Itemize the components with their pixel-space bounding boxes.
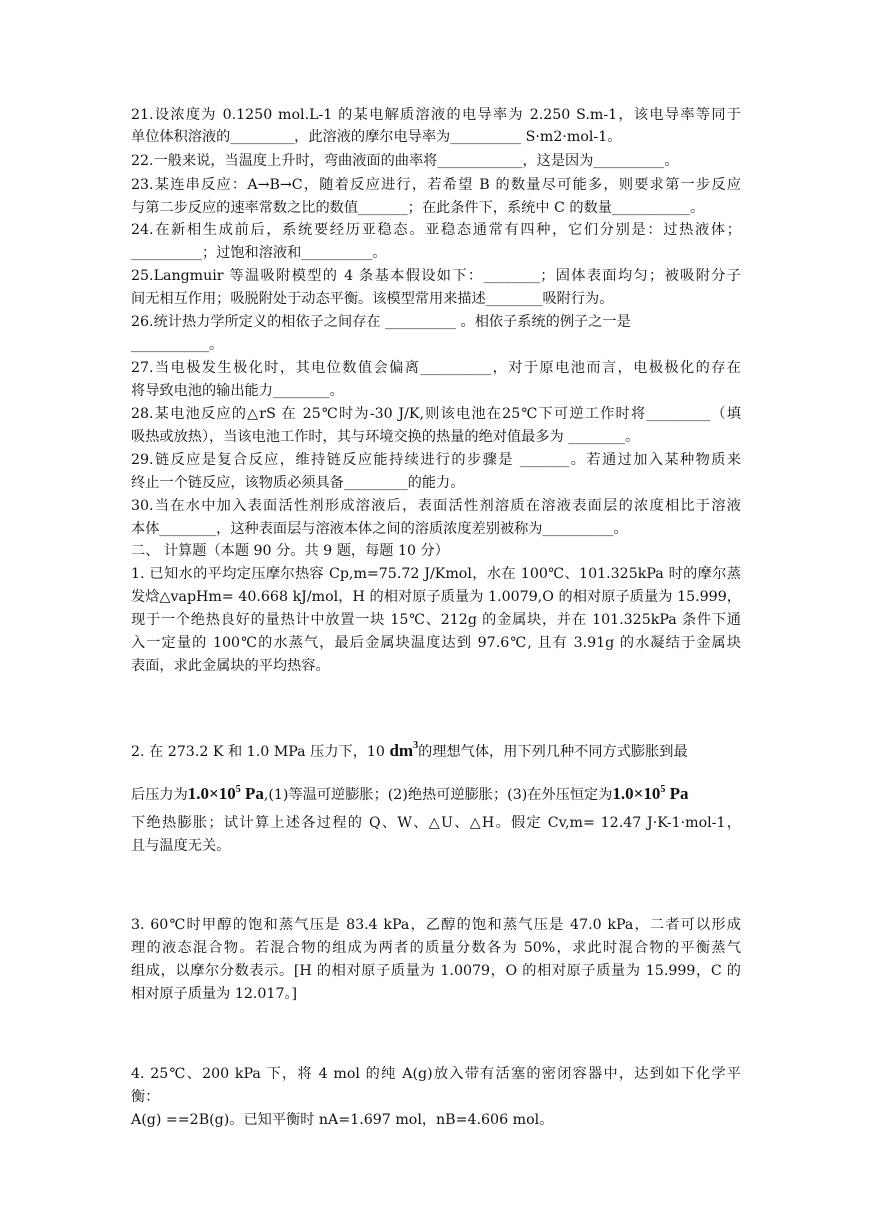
q26-line-2: ___________。 <box>131 337 224 353</box>
pressure-unit: Pa <box>240 784 264 803</box>
q25-line-2: 间无相互作用；吸脱附处于动态平衡。该模型常用来描述________吸附行为。 <box>131 291 614 307</box>
pressure-mantissa: 1.0×10 <box>612 784 661 803</box>
calc3-line-1: 3. 60℃时甲醇的饱和蒸气压是 83.4 kPa，乙醇的饱和蒸气压是 47.0 kPa，二者可以形成 <box>131 917 741 933</box>
dm3-unit <box>389 741 418 760</box>
calc2-line-2 <box>131 779 741 801</box>
q29-line-1: 29.链反应是复合反应，维持链反应能持续进行的步骤是 _______。若通过加入某种物质来 <box>131 452 741 468</box>
pressure-unit: Pa <box>665 784 689 803</box>
calc1-line-5: 表面，求此金属块的平均热容。 <box>131 658 330 674</box>
q28-line-1: 28.某电池反应的△rS 在 25℃时为-30 J/K,则该电池在25℃下可逆工作时将_________（填 <box>131 406 741 422</box>
external-pressure-value <box>612 784 688 803</box>
pressure-exponent: 5 <box>235 784 241 795</box>
q23-line-2: 与第二步反应的速率常数之比的数值_______；在此条件下，系统中 C 的数量___________。 <box>131 200 705 216</box>
calc1-line-1: 1. 已知水的平均定压摩尔热容 Cp,m=75.72 J/Kmol，水在 100℃、101.325kPa 时的摩尔蒸 <box>131 566 741 582</box>
pressure-mantissa: 1.0×10 <box>187 784 236 803</box>
calc4-line-2: 衡： <box>131 1089 160 1105</box>
pressure-exponent: 5 <box>660 784 666 795</box>
calc1-line-3: 现于一个绝热良好的量热计中放置一块 15℃、212g 的金属块，并在 101.325kPa 条件下通 <box>131 612 741 628</box>
q28-line-2: 吸热或放热），当该电池工作时，其与环境交换的热量的绝对值最多为 ________。 <box>131 429 640 445</box>
q23-line-1: 23.某连串反应：A→B→C，随着反应进行，若希望 B 的数量尽可能多，则要求第一步反应 <box>131 177 741 193</box>
calc1-line-2: 发焓△vapHm= 40.668 kJ/mol，H 的相对原子质量为 1.0079,O 的相对原子质量为 15.999， <box>131 589 741 605</box>
calc3-line-3: 组成，以摩尔分数表示。[H 的相对原子质量为 1.0079，O 的相对原子质量为 15.999，C 的 <box>131 963 741 979</box>
calc2-line-2-text-b: ,(1)等温可逆膨胀；(2)绝热可逆膨胀；(3)在外压恒定为 <box>263 787 613 803</box>
calc2-line-2-text-a: 后压力为 <box>131 787 188 803</box>
q24-line-1: 24.在新相生成前后，系统要经历亚稳态。亚稳态通常有四种，它们分别是：过热液体； <box>131 222 741 238</box>
calc2-line-1-text-a: 2. 在 273.2 K 和 1.0 MPa 压力下，10 <box>131 744 390 760</box>
q30-line-2: 本体________，这种表面层与溶液本体之间的溶质浓度差别被称为__________。 <box>131 521 628 537</box>
q22-line-1: 22.一般来说，当温度上升时，弯曲液面的曲率将____________，这是因为__________。 <box>131 153 679 169</box>
q30-line-1: 30.当在水中加入表面活性剂形成溶液后，表面活性剂溶质在溶液表面层的浓度相比于溶液 <box>131 498 741 514</box>
q25-line-1: 25.Langmuir 等温吸附模型的 4 条基本假设如下：________；固体表面均匀；被吸附分子 <box>131 268 741 284</box>
calc4-line-1: 4. 25℃、200 kPa 下，将 4 mol 的纯 A(g)放入带有活塞的密闭容器中，达到如下化学平 <box>131 1066 741 1082</box>
dm3-base: dm <box>389 741 414 760</box>
q21-line-2: 单位体积溶液的_________，此溶液的摩尔电导率为__________ S·m2·mol-1。 <box>131 129 622 145</box>
q24-line-2: __________；过饱和溶液和__________。 <box>131 245 387 261</box>
final-pressure-value <box>188 784 264 803</box>
calc2-line-3: 下绝热膨胀；试计算上述各过程的 Q、W、△U、△H。假定 Cv,m= 12.47 J·K-1·mol-1， <box>131 815 741 831</box>
calc2-line-4: 且与温度无关。 <box>131 838 231 854</box>
calc2-line-1 <box>131 735 741 760</box>
calc3-line-2: 理的液态混合物。若混合物的组成为两者的质量分数各为 50%，求此时混合物的平衡蒸气 <box>131 940 741 956</box>
section-2-title: 二、 计算题（本题 90 分。共 9 题，每题 10 分） <box>131 543 449 559</box>
q26-line-1: 26.统计热力学所定义的相依子之间存在 __________ 。相依子系统的例子之一是 <box>131 314 631 330</box>
calc1-line-4: 入一定量的 100℃的水蒸气，最后金属块温度达到 97.6℃, 且有 3.91g 的水凝结于金属块 <box>131 635 741 651</box>
q27-line-1: 27.当电极发生极化时，其电位数值会偏离__________，对于原电池而言，电极极化的存在 <box>131 360 741 376</box>
calc2-line-1-text-b: 的理想气体，用下列几种不同方式膨胀到最 <box>418 744 688 760</box>
q29-line-2: 终止一个链反应，该物质必须具备_________的能力。 <box>131 475 465 491</box>
q21-line-1: 21.设浓度为 0.1250 mol.L-1 的某电解质溶液的电导率为 2.250 S.m-1，该电导率等同于 <box>131 107 741 123</box>
calc3-line-4: 相对原子质量为 12.017。] <box>131 986 298 1002</box>
dm3-exponent: 3 <box>413 740 419 751</box>
calc4-line-3: A(g) ==2B(g)。已知平衡时 nA=1.697 mol，nB=4.606 mol。 <box>131 1112 554 1128</box>
q27-line-2: 将导致电池的输出能力________。 <box>131 383 344 399</box>
